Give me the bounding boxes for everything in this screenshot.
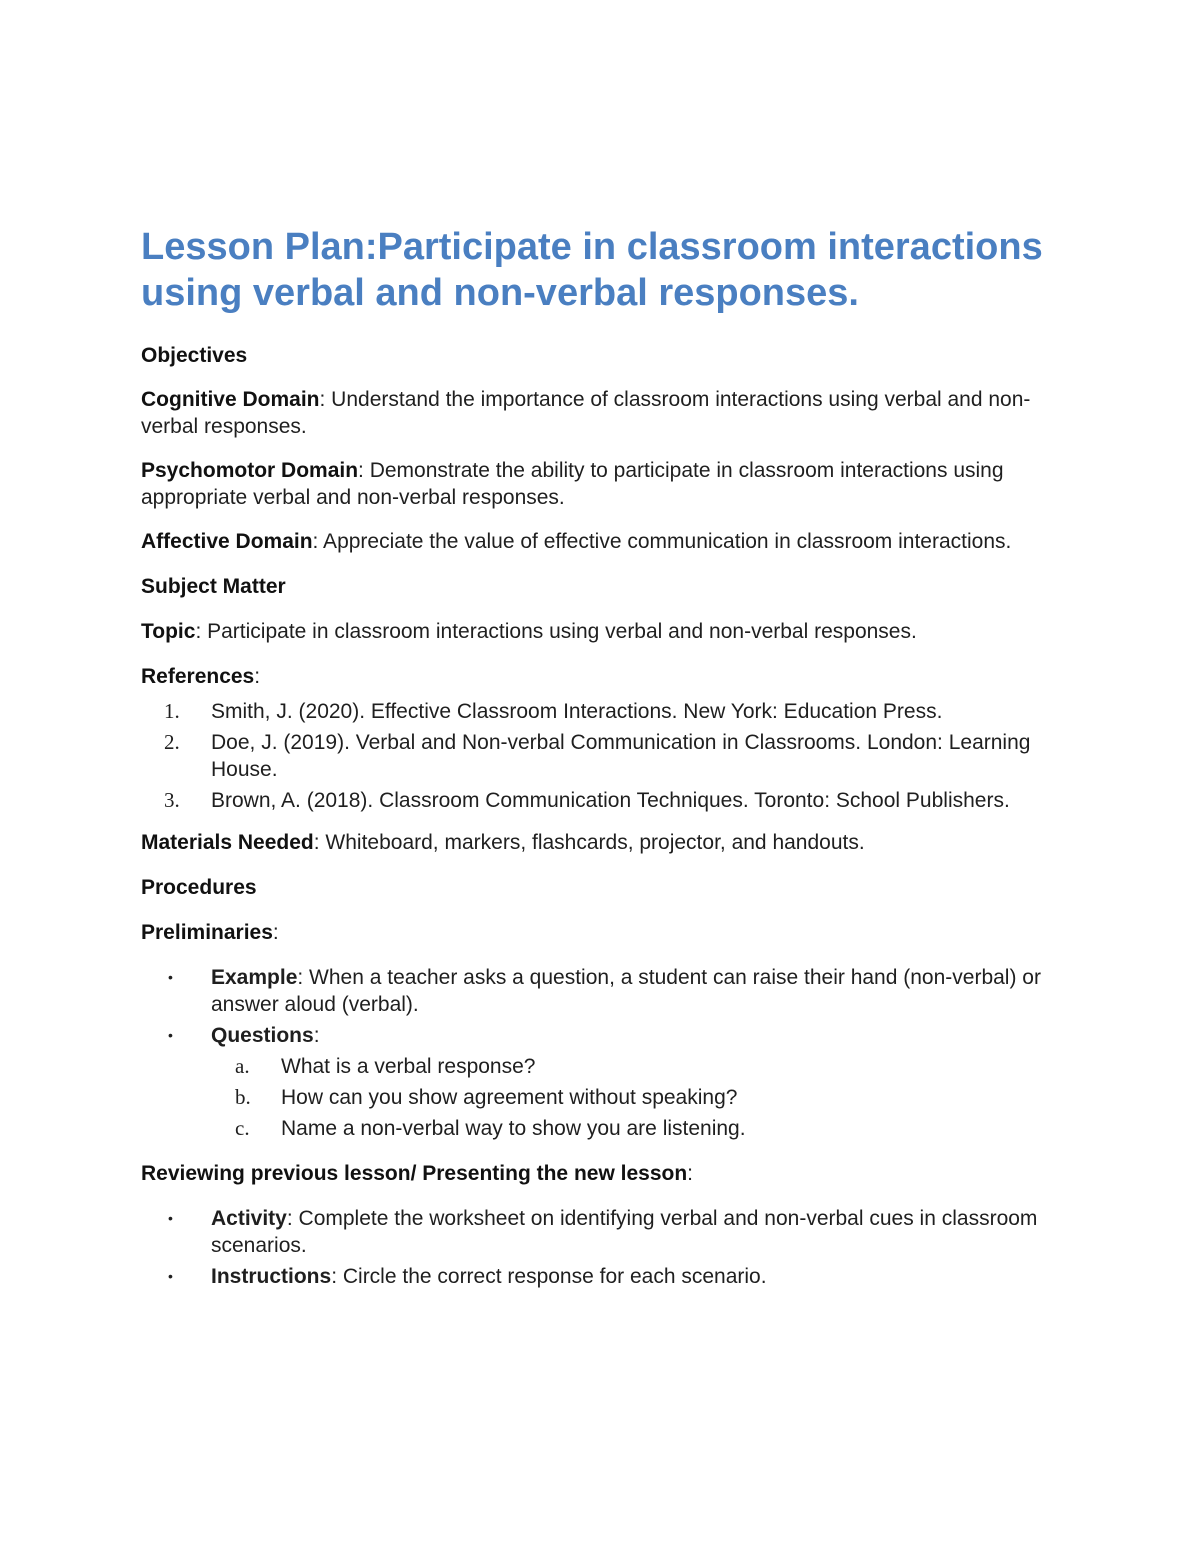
list-number: 1. <box>164 699 180 723</box>
questions-suffix: : <box>313 1024 320 1047</box>
reviewing-label: Reviewing previous lesson/ Presenting the new lesson <box>141 1162 688 1185</box>
reference-text: Doe, J. (2019). Verbal and Non-verbal Communication in Classrooms. London: Learning House. <box>211 731 1031 781</box>
list-item <box>141 729 1061 783</box>
materials-needed <box>141 829 1061 856</box>
list-item <box>141 1263 1061 1290</box>
list-letter: c. <box>235 1116 250 1140</box>
list-number: 3. <box>164 788 180 812</box>
example-label: Example <box>211 966 298 989</box>
affective-domain-label: Affective Domain <box>141 530 313 553</box>
preliminaries-heading <box>141 919 1061 946</box>
bullet-icon: • <box>168 969 173 985</box>
list-item <box>211 1084 1061 1111</box>
references-list <box>141 698 1061 814</box>
references-heading <box>141 663 1061 690</box>
bullet-icon: • <box>168 1210 173 1226</box>
question-text: Name a non-verbal way to show you are listening. <box>281 1117 746 1140</box>
list-letter: b. <box>235 1085 251 1109</box>
affective-domain-text: : Appreciate the value of effective communication in classroom interactions. <box>312 530 1012 553</box>
cognitive-domain-text: : Understand the importance of classroom interactions using verbal and non-verbal responses. <box>141 388 1031 438</box>
materials-label: Materials Needed <box>141 831 314 854</box>
bullet-icon: • <box>168 1268 173 1284</box>
topic-label: Topic <box>141 620 196 643</box>
list-item <box>141 1205 1061 1259</box>
list-item <box>141 964 1061 1018</box>
preliminaries-list <box>141 964 1061 1142</box>
question-text: What is a verbal response? <box>281 1055 536 1078</box>
page-title: Lesson Plan:Participate in classroom interactions using verbal and non-verbal responses. <box>141 226 1043 314</box>
psychomotor-domain-label: Psychomotor Domain <box>141 459 359 482</box>
reviewing-suffix: : <box>687 1162 693 1185</box>
procedures-heading: Procedures <box>141 876 257 899</box>
preliminaries-suffix: : <box>272 921 279 944</box>
list-item <box>211 1115 1061 1142</box>
reference-text: Brown, A. (2018). Classroom Communication Techniques. Toronto: School Publishers. <box>211 789 1010 812</box>
cognitive-domain <box>141 386 1061 440</box>
questions-list <box>211 1053 1061 1142</box>
document-page <box>141 224 1061 1294</box>
activity-text: : Complete the worksheet on identifying verbal and non-verbal cues in classroom scenarios. <box>211 1207 1038 1257</box>
topic <box>141 618 1061 645</box>
subject-matter-heading: Subject Matter <box>141 575 286 598</box>
list-letter: a. <box>235 1054 250 1078</box>
psychomotor-domain <box>141 457 1061 511</box>
example-text: : When a teacher asks a question, a student can raise their hand (non-verbal) or answer aloud (verbal). <box>211 966 1041 1016</box>
instructions-text: : Circle the correct response for each scenario. <box>331 1265 767 1288</box>
question-text: How can you show agreement without speaking? <box>281 1086 738 1109</box>
reference-text: Smith, J. (2020). Effective Classroom Interactions. New York: Education Press. <box>211 700 943 723</box>
list-item <box>141 1022 1061 1142</box>
objectives-heading: Objectives <box>141 344 248 367</box>
reviewing-heading <box>141 1160 1061 1187</box>
materials-text: : Whiteboard, markers, flashcards, projector, and handouts. <box>313 831 865 854</box>
activity-label: Activity <box>211 1207 287 1230</box>
cognitive-domain-label: Cognitive Domain <box>141 388 320 411</box>
references-suffix: : <box>254 665 261 688</box>
topic-text: : Participate in classroom interactions using verbal and non-verbal responses. <box>195 620 917 643</box>
bullet-icon: • <box>168 1027 173 1043</box>
list-number: 2. <box>164 730 180 754</box>
list-item <box>141 787 1061 814</box>
instructions-label: Instructions <box>211 1265 332 1288</box>
questions-label: Questions <box>211 1024 314 1047</box>
psychomotor-domain-text: : Demonstrate the ability to participate in classroom interactions using appropriate verbal and non-verbal responses. <box>141 459 1004 509</box>
list-item <box>141 698 1061 725</box>
reviewing-list <box>141 1205 1061 1290</box>
references-label: References <box>141 665 255 688</box>
preliminaries-label: Preliminaries <box>141 921 273 944</box>
affective-domain <box>141 528 1061 555</box>
list-item <box>211 1053 1061 1080</box>
